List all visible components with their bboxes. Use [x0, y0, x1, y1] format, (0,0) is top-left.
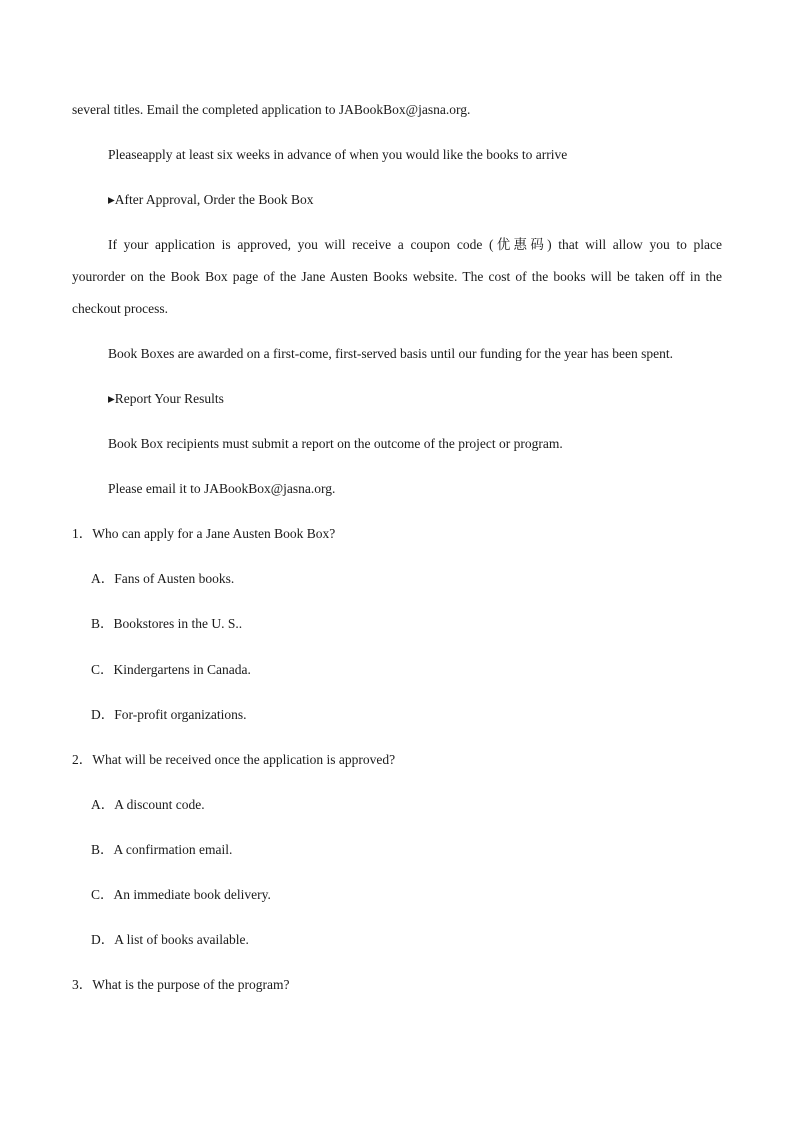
paragraph-report: Book Box recipients must submit a report on the outcome of the project or program.	[108, 436, 563, 451]
paragraph-continuation: several titles. Email the completed application to JABookBox@jasna.org.	[72, 102, 471, 117]
paragraph-coupon-line-2: yourorder on the Book Box page of the Jane Austen Books website. The cost of the books will be taken off in the	[72, 269, 722, 284]
paragraph-awards: Book Boxes are awarded on a first-come, first-served basis until our funding for the year has been spent.	[108, 346, 673, 361]
question-2-option-c: C．An immediate book delivery.	[91, 887, 271, 902]
paragraph-apply-timing: Pleaseapply at least six weeks in advance of when you would like the books to arrive	[108, 147, 568, 162]
question-1-option-b: B．Bookstores in the U. S..	[91, 616, 243, 631]
question-3-stem: 3．What is the purpose of the program?	[72, 977, 290, 992]
question-2-option-d: D．A list of books available.	[91, 932, 249, 947]
paragraph-email: Please email it to JABookBox@jasna.org.	[108, 481, 336, 496]
question-1-option-c: C．Kindergartens in Canada.	[91, 662, 251, 677]
question-1-option-a: A．Fans of Austen books.	[91, 571, 235, 586]
question-2-stem: 2．What will be received once the application is approved?	[72, 752, 396, 767]
question-1-option-d: D．For-profit organizations.	[91, 707, 247, 722]
question-1-stem: 1．Who can apply for a Jane Austen Book Box?	[72, 526, 336, 541]
paragraph-coupon-line-1: If your application is approved, you will receive a coupon code (优惠码) that will allow you to place	[108, 237, 722, 252]
question-2-option-b: B．A confirmation email.	[91, 842, 233, 857]
paragraph-coupon-line-3: checkout process.	[72, 301, 168, 316]
question-2-option-a: A．A discount code.	[91, 797, 205, 812]
section-heading-report: ▸Report Your Results	[108, 391, 224, 406]
section-heading-order: ▸After Approval, Order the Book Box	[108, 192, 314, 207]
